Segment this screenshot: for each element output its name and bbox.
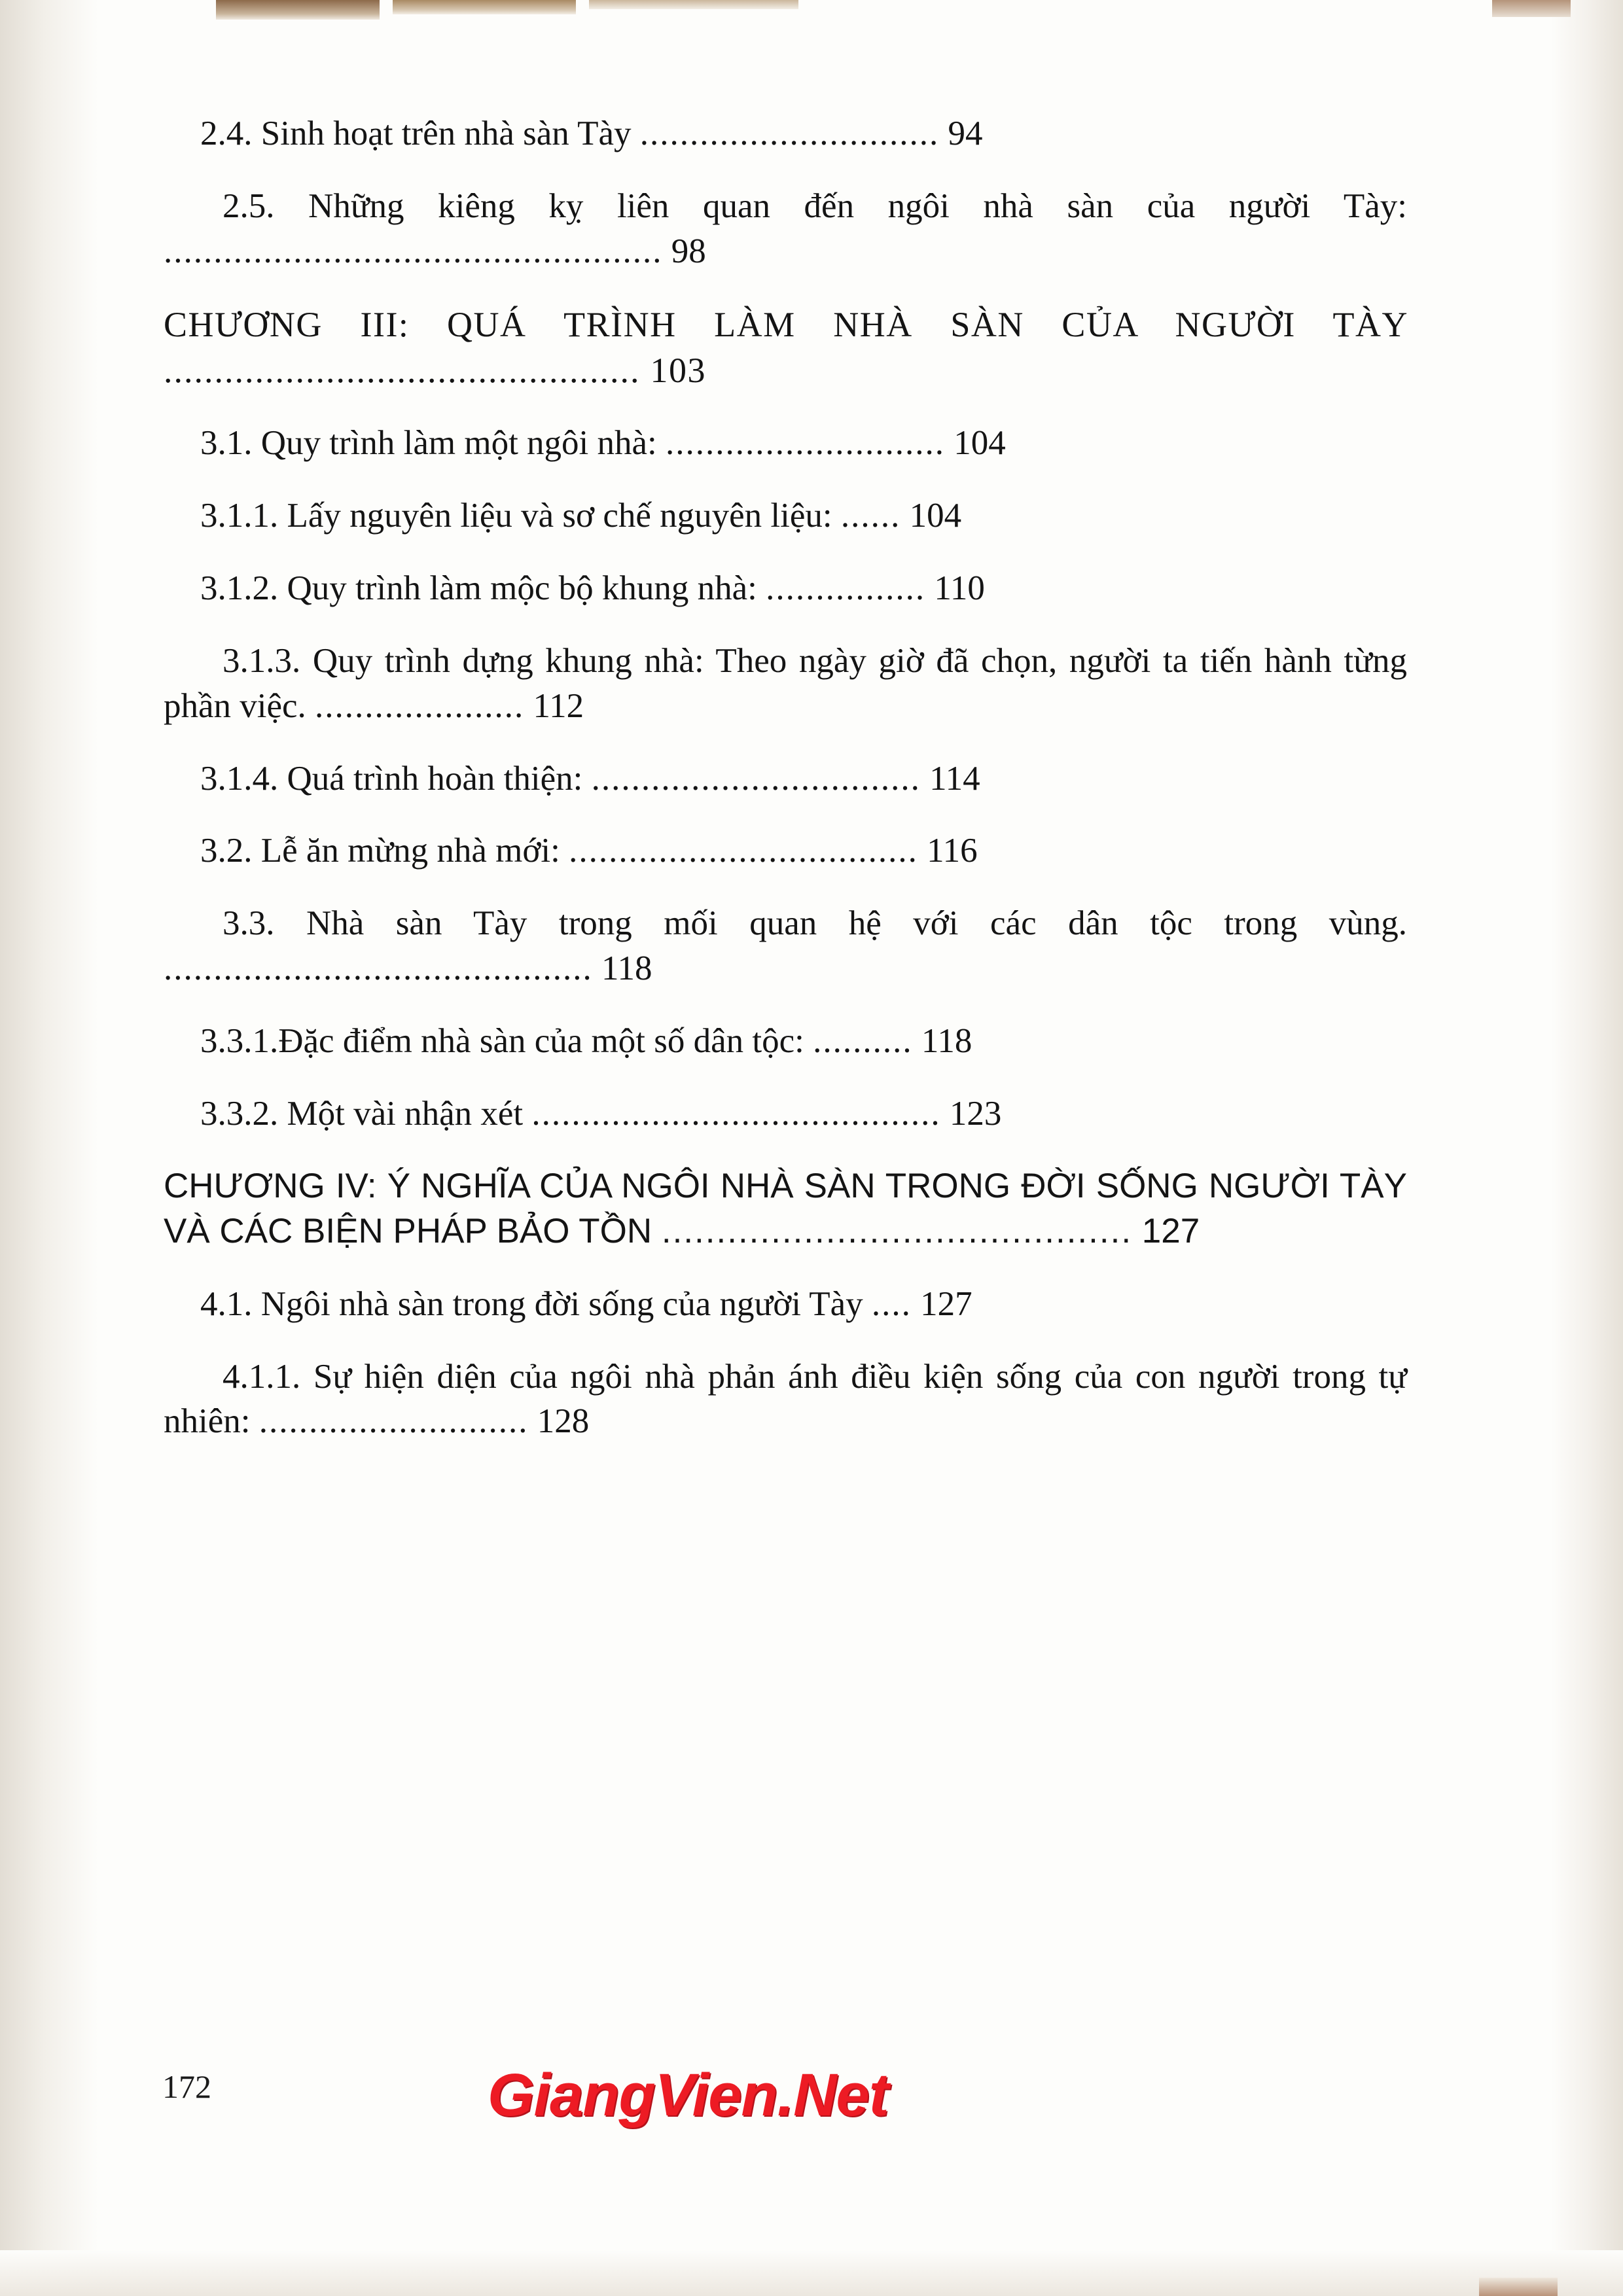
toc-entry-title: 3.2. Lễ ăn mừng nhà mới:: [200, 832, 560, 870]
toc-entry-title: 2.4. Sinh hoạt trên nhà sàn Tày: [200, 115, 632, 152]
toc-page-number: 94: [948, 115, 983, 152]
toc-entry-title: 3.3.1.Đặc điểm nhà sàn của một số dân tộc:: [200, 1022, 804, 1061]
toc-leader-dots: .....................: [315, 686, 525, 725]
toc-entry-title: 3.3.2. Một vài nhận xét: [200, 1094, 524, 1133]
toc-leader-dots: ....: [871, 1284, 912, 1323]
table-of-contents: [164, 111, 1407, 1472]
toc-page-number: 110: [934, 569, 985, 607]
toc-entry: [164, 1282, 1407, 1327]
toc-leader-dots: ..........: [813, 1022, 913, 1061]
toc-entry: [164, 566, 1407, 611]
toc-leader-dots: ...........................: [259, 1402, 529, 1441]
toc-leader-dots: ................: [766, 569, 926, 607]
page-number: 172: [162, 2068, 211, 2105]
page-edge-shadow-left: [0, 0, 98, 2296]
toc-page-number: 118: [601, 949, 652, 988]
toc-entry: [164, 756, 1407, 802]
toc-page-number: 116: [927, 832, 978, 870]
toc-entry: [164, 493, 1407, 539]
toc-page-number: 104: [954, 424, 1006, 463]
toc-entry: [164, 421, 1407, 466]
scan-artifact-top-1: [216, 0, 380, 20]
toc-entry-title: 3.1.4. Quá trình hoàn thiện:: [200, 759, 583, 798]
toc-leader-dots: ...........................................: [164, 949, 593, 988]
page-edge-shadow-bottom: [0, 2250, 1623, 2296]
toc-page-number: 128: [537, 1402, 590, 1441]
toc-entry-title: 3.3. Nhà sàn Tày trong mối quan hệ với các dân tộc trong vùng.: [223, 904, 1407, 943]
toc-entry: [164, 1091, 1407, 1137]
toc-entry-chapter: [164, 302, 1407, 393]
toc-entry-title: 4.1.1. Sự hiện diện của ngôi nhà phản ánh điều kiện sống của con người trong tự nhiên:: [164, 1357, 1407, 1441]
toc-leader-dots: ............................: [666, 424, 946, 463]
toc-entry: [164, 901, 1407, 991]
toc-page-number: 98: [671, 232, 706, 270]
toc-entry-title: 3.1.3. Quy trình dựng khung nhà: Theo ngày giờ đã chọn, người ta tiến hành từng phần việc.: [164, 641, 1407, 725]
toc-page-number: 127: [920, 1284, 972, 1323]
toc-entry-title: CHƯƠNG IV: Ý NGHĨA CỦA NGÔI NHÀ SÀN TRONG ĐỜI SỐNG NGƯỜI TÀY VÀ CÁC BIỆN PHÁP BẢO TỒN: [164, 1166, 1407, 1250]
toc-entry-title: 3.1.1. Lấy nguyên liệu và sơ chế nguyên liệu:: [200, 496, 832, 535]
toc-leader-dots: ..................................................: [164, 232, 663, 270]
toc-page-number: 103: [650, 350, 706, 390]
toc-page-number: 118: [921, 1022, 972, 1061]
toc-leader-dots: ......: [840, 496, 901, 535]
page-edge-shadow-right: [1551, 0, 1623, 2296]
toc-leader-dots: ...........................................: [661, 1211, 1133, 1250]
toc-entry-title: 3.1. Quy trình làm một ngôi nhà:: [200, 424, 657, 463]
watermark: GiangVien.Net: [488, 2062, 889, 2128]
toc-entry: [164, 1354, 1407, 1445]
toc-leader-dots: ..............................: [639, 115, 940, 152]
toc-entry-chapter: [164, 1164, 1407, 1254]
toc-page-number: 104: [909, 496, 962, 535]
toc-leader-dots: .........................................: [531, 1094, 941, 1133]
toc-entry: [164, 828, 1407, 874]
toc-entry: [164, 111, 1407, 156]
toc-page-number: 112: [533, 686, 584, 725]
toc-page-number: 114: [929, 759, 980, 798]
toc-leader-dots: ...............................................: [164, 350, 641, 390]
toc-page-number: 123: [949, 1094, 1002, 1133]
toc-entry: [164, 184, 1407, 274]
scan-artifact-bottom: [1479, 2278, 1558, 2296]
toc-page-number: 127: [1141, 1211, 1200, 1250]
toc-leader-dots: .................................: [591, 759, 921, 798]
toc-leader-dots: ...................................: [569, 832, 918, 870]
scan-artifact-top-4: [1492, 0, 1571, 17]
scan-artifact-top-3: [589, 0, 798, 9]
toc-entry-title: CHƯƠNG III: QUÁ TRÌNH LÀM NHÀ SÀN CỦA NGƯỜI TÀY: [164, 304, 1407, 344]
toc-entry: [164, 1019, 1407, 1064]
toc-entry-title: 4.1. Ngôi nhà sàn trong đời sống của người Tày: [200, 1284, 863, 1323]
toc-entry-title: 2.5. Những kiêng kỵ liên quan đến ngôi nhà sàn của người Tày:: [223, 186, 1407, 225]
scan-artifact-top-2: [393, 0, 576, 14]
toc-entry: [164, 639, 1407, 729]
toc-entry-title: 3.1.2. Quy trình làm mộc bộ khung nhà:: [200, 569, 757, 607]
